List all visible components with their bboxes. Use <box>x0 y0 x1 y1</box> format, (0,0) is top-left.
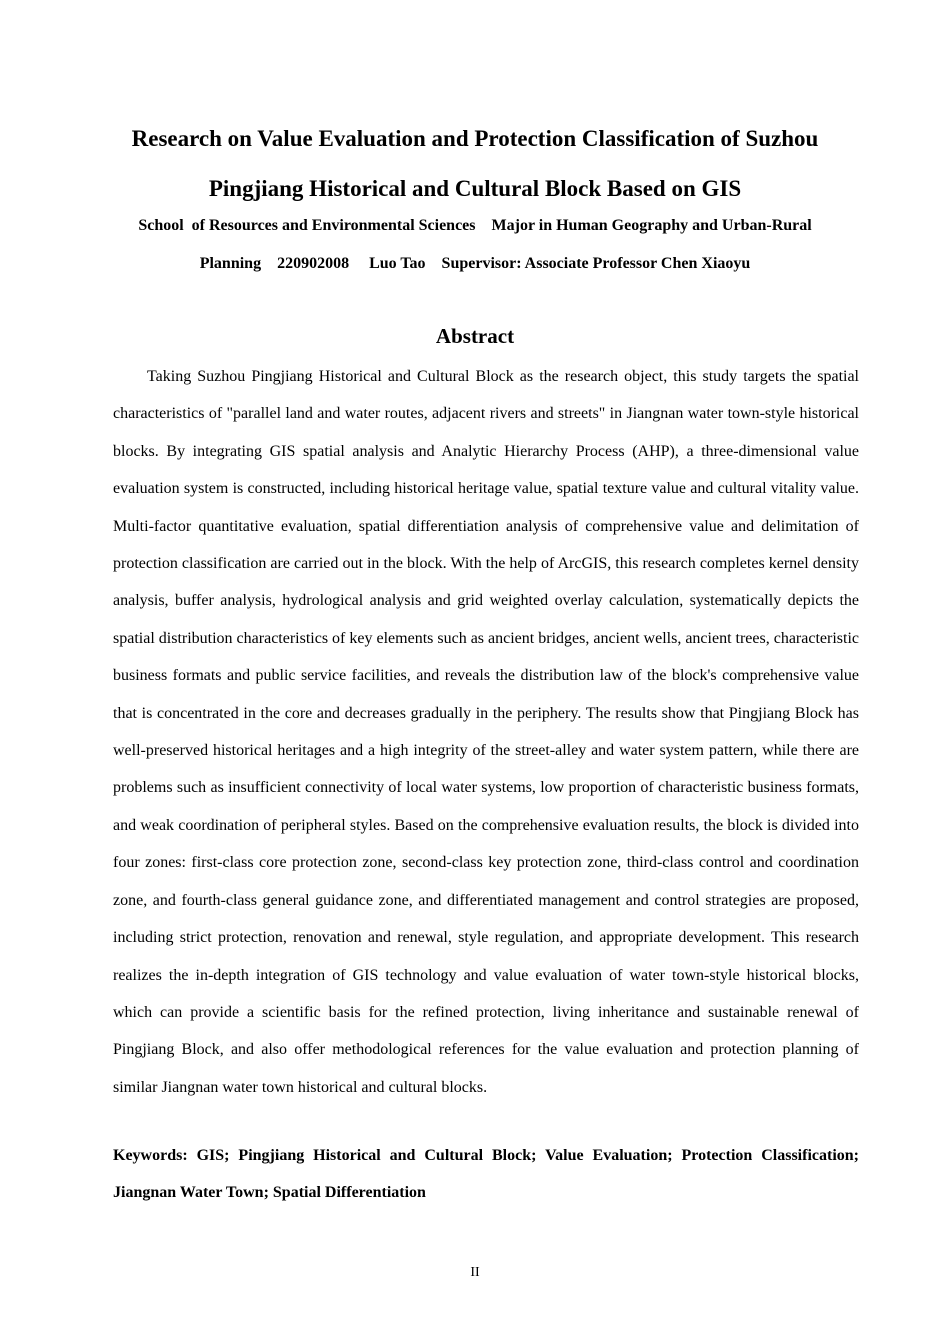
abstract-body: Taking Suzhou Pingjiang Historical and Cultural Block as the research object, this study targets the spatial characteristics of "parallel land and water routes, adjacent rivers and streets" in Jiangnan water town-style historical blocks. By integrating GIS spatial analysis and Analytic Hierarchy Process (AHP), a three-dimensional value evaluation system is constructed, including historical heritage value, spatial texture value and cultural vitality value. Multi-factor quantitative evaluation, spatial differentiation analysis of comprehensive value and delimitation of protection classification are carried out in the block. With the help of ArcGIS, this research completes kernel density analysis, buffer analysis, hydrological analysis and grid weighted overlay calculation, systematically depicts the spatial distribution characteristics of key elements such as ancient bridges, ancient wells, ancient trees, characteristic business formats and public service facilities, and reveals the distribution law of the block's comprehensive value that is concentrated in the core and decreases gradually in the periphery. The results show that Pingjiang Block has well-preserved historical heritages and a high integrity of the street-alley and water system pattern, while there are problems such as insufficient connectivity of local water systems, low proportion of characteristic business formats, and weak coordination of peripheral styles. Based on the comprehensive evaluation results, the block is divided into four zones: first-class core protection zone, second-class key protection zone, third-class control and coordination zone, and fourth-class general guidance zone, and differentiated management and control strategies are proposed, including strict protection, renovation and renewal, style regulation, and appropriate development. This research realizes the in-depth integration of GIS technology and value evaluation of water town-style historical blocks, which can provide a scientific basis for the refined protection, living inheritance and sustainable renewal of Pingjiang Block, and also offer methodological references for the value evaluation and protection planning of similar Jiangnan water town historical and cultural blocks. <box>113 368 859 1096</box>
title-line-2: Pingjiang Historical and Cultural Block Based on GIS <box>208 176 742 201</box>
keywords: Keywords: GIS; Pingjiang Historical and Cultural Block; Value Evaluation; Protection Classification; Jiangnan Water Town; Spatial Differentiation <box>113 1147 859 1202</box>
author-info-line-2: Planning 220902008 Luo Tao Supervisor: Associate Professor Chen Xiaoyu <box>199 255 751 272</box>
abstract-heading: Abstract <box>435 324 515 348</box>
title-line-1: Research on Value Evaluation and Protection Classification of Suzhou <box>131 126 819 151</box>
page-number: II <box>470 1265 480 1280</box>
author-info-line-1: School of Resources and Environmental Sciences Major in Human Geography and Urban-Rural <box>138 217 812 234</box>
